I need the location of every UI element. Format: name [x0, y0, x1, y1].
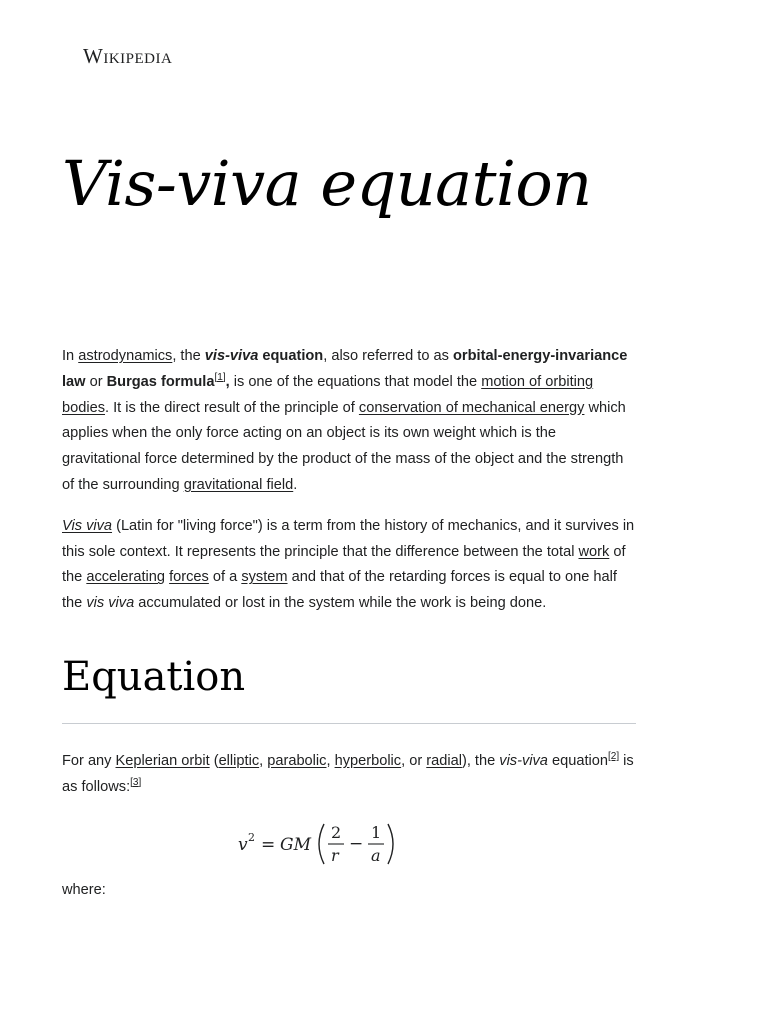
text: , the: [172, 348, 205, 364]
where-label: where:: [62, 881, 106, 898]
formula-lhs-var: v: [238, 834, 248, 855]
reference-1: [214, 372, 225, 383]
formula-left-paren: [319, 824, 324, 864]
link-hyperbolic[interactable]: hyperbolic: [334, 752, 402, 769]
reference-2: [608, 751, 619, 762]
text: (: [209, 752, 219, 769]
formula-denominator-2: a: [371, 845, 381, 865]
link-radial[interactable]: radial: [426, 752, 462, 769]
formula-numerator-1: 2: [331, 822, 342, 842]
link-vis-viva[interactable]: [62, 518, 112, 534]
text: ,: [225, 373, 230, 390]
reference-3: [130, 777, 141, 788]
formula-gm: GM: [280, 834, 311, 855]
bold-term-orbital-energy: orbital-energy-invariance law: [62, 348, 628, 390]
text: .: [293, 476, 298, 493]
bold-term-burgas: Burgas formula: [106, 373, 215, 390]
text: or: [85, 373, 107, 390]
text: of a: [208, 569, 242, 586]
reference-link-1[interactable]: [1]: [214, 371, 226, 383]
text: equation: [547, 752, 608, 769]
reference-link-3[interactable]: [3]: [130, 776, 142, 788]
italic-link-text: Vis viva: [62, 517, 113, 534]
text: ), the: [461, 752, 500, 769]
link-forces[interactable]: forces: [169, 569, 209, 586]
text: equation: [258, 348, 324, 364]
text: For any: [62, 752, 116, 769]
formula-equals: =: [261, 834, 276, 855]
link-gravitational-field[interactable]: gravitational field: [183, 476, 294, 493]
text: (Latin for "living force") is a term from the history of mechanics, and it survives in this sole context. It represents the principle that the difference between the total: [62, 517, 635, 560]
vis-viva-formula: [62, 816, 636, 872]
formula-svg: [234, 816, 404, 872]
link-parabolic[interactable]: parabolic: [267, 752, 327, 769]
wikipedia-logo[interactable]: Wikipedia: [83, 44, 173, 68]
text: of the: [62, 543, 626, 586]
text: ,: [259, 752, 268, 769]
italic-term: vis viva: [86, 595, 135, 612]
vis-viva-paragraph: [62, 514, 636, 617]
equation-intro-paragraph: [62, 749, 636, 801]
formula-lhs-exponent: 2: [248, 830, 255, 844]
formula-numerator-2: 1: [371, 822, 382, 842]
formula-right-paren: [388, 824, 393, 864]
section-heading-equation: Equation: [62, 653, 636, 724]
text: accumulated or lost in the system while the work is being done.: [134, 595, 547, 612]
text: In: [62, 348, 79, 364]
italic-term: vis-viva: [204, 348, 259, 364]
italic-term: vis-viva: [499, 752, 548, 769]
article-content: [62, 344, 636, 918]
text: , or: [401, 752, 427, 769]
page-title: Vis-viva equation: [62, 147, 592, 220]
link-motion-of-orbiting-bodies[interactable]: motion of orbiting bodies: [62, 373, 594, 416]
link-system[interactable]: system: [241, 569, 288, 586]
formula-minus: −: [349, 833, 364, 854]
text: which applies when the only force acting on an object is its own weight which is the gravitational force determined by the product of the mass of the object and the strength of the surrounding: [62, 399, 626, 493]
reference-link-2[interactable]: [2]: [607, 751, 620, 763]
link-elliptic[interactable]: elliptic: [218, 752, 260, 769]
bold-term-vis-viva: [205, 348, 323, 364]
link-accelerating[interactable]: accelerating: [86, 569, 166, 586]
link-keplerian-orbit[interactable]: Keplerian orbit: [115, 752, 210, 769]
text: is as follows:: [62, 752, 634, 795]
intro-paragraph: [62, 344, 636, 499]
link-conservation-of-mechanical-energy[interactable]: conservation of mechanical energy: [358, 399, 585, 416]
link-work[interactable]: work: [578, 543, 610, 560]
text: is one of the equations that model the: [229, 373, 482, 390]
text: ,: [326, 752, 335, 769]
text: . It is the direct result of the principle of: [105, 399, 359, 416]
text: and that of the retarding forces is equal to one half the: [62, 569, 617, 612]
formula-denominator-1: r: [331, 845, 339, 865]
link-astrodynamics[interactable]: astrodynamics: [78, 348, 173, 364]
text: , also referred to as: [323, 348, 454, 364]
